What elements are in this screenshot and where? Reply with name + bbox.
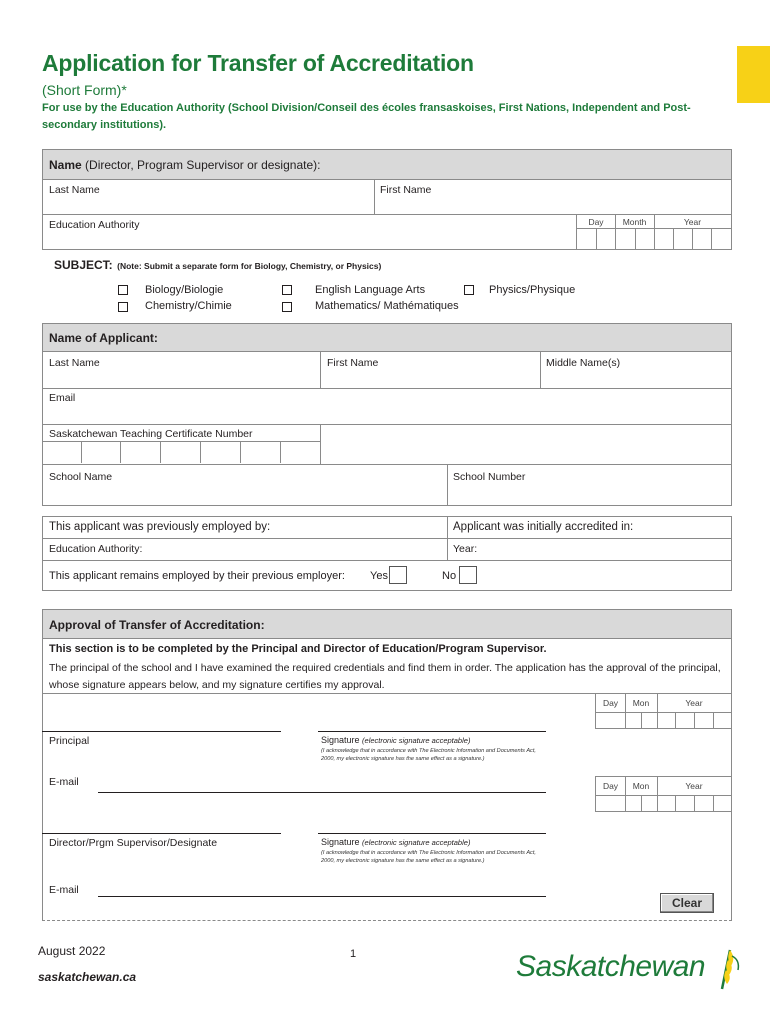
- director-approval-date-grid: [595, 776, 732, 812]
- certificate-number-field[interactable]: [43, 442, 319, 463]
- principal-email-field[interactable]: [98, 776, 546, 791]
- chemistry-checkbox[interactable]: [118, 302, 128, 312]
- date-year-header: Year: [685, 698, 703, 708]
- mathematics-label: Mathematics/ Mathématiques: [315, 300, 459, 312]
- divider: [200, 442, 201, 463]
- principal-label: Principal: [49, 735, 90, 747]
- clear-button[interactable]: Clear: [660, 893, 714, 913]
- english-label: English Language Arts: [315, 284, 426, 296]
- physics-checkbox[interactable]: [464, 285, 474, 295]
- education-authority-field[interactable]: [43, 230, 573, 248]
- footer-date: August 2022: [38, 944, 106, 958]
- director-last-name-label: Last Name: [49, 184, 100, 196]
- director-signature-heading: [321, 837, 470, 847]
- principal-name-line: [42, 731, 281, 732]
- education-authority-label: Education Authority: [49, 219, 140, 231]
- date-year-header: Year: [685, 781, 703, 791]
- chemistry-label: Chemistry/Chimie: [145, 300, 232, 312]
- yes-label: Yes: [370, 570, 388, 582]
- certificate-label: Saskatchewan Teaching Certificate Number: [49, 428, 253, 440]
- biology-checkbox[interactable]: [118, 285, 128, 295]
- wheat-logo-icon: [716, 944, 742, 992]
- principal-signature-heading: [321, 735, 470, 745]
- signature-note: (electronic signature acceptable): [362, 736, 471, 745]
- director-email-label: E-mail: [49, 884, 79, 896]
- date-day-header: Day: [602, 781, 619, 791]
- page-title: Application for Transfer of Accreditation: [42, 50, 474, 76]
- divider: [42, 388, 732, 389]
- applicant-last-name-field[interactable]: [43, 371, 319, 387]
- director-email-field[interactable]: [98, 881, 546, 896]
- director-signature-ack: (I acknowledge that in accordance with The Electronic Information and Documents Act, 2000, my electronic signature has the same effect as a signature.): [321, 850, 536, 864]
- applicant-middle-name-field[interactable]: [541, 371, 730, 387]
- date-day-header: Day: [588, 217, 604, 227]
- divider: [42, 464, 732, 465]
- director-approval-date-year-input[interactable]: [658, 796, 730, 810]
- divider: [81, 442, 82, 463]
- mathematics-checkbox[interactable]: [282, 302, 292, 312]
- accredited-year-field[interactable]: [485, 540, 730, 558]
- applicant-first-name-field[interactable]: [321, 371, 539, 387]
- accredited-year-label: Year:: [453, 543, 478, 555]
- biology-label: Biology/Biologie: [145, 284, 224, 296]
- principal-email-label: E-mail: [49, 776, 79, 788]
- school-number-field[interactable]: [448, 485, 730, 505]
- director-first-name-label: First Name: [380, 184, 432, 196]
- principal-date-year-input[interactable]: [658, 713, 730, 727]
- principal-signature-field[interactable]: [318, 712, 546, 730]
- physics-label: Physics/Physique: [489, 284, 576, 296]
- director-name-field[interactable]: [43, 814, 281, 832]
- date-day-header: Day: [602, 698, 619, 708]
- principal-email-line: [98, 792, 546, 793]
- director-signature-field[interactable]: [318, 814, 546, 832]
- yes-checkbox[interactable]: [389, 566, 407, 584]
- divider: [42, 424, 732, 425]
- signature-label: Signature: [321, 735, 360, 745]
- accent-tab: [737, 46, 770, 103]
- divider: [42, 538, 732, 539]
- page-number: 1: [350, 948, 357, 960]
- director-date-month-input[interactable]: [616, 229, 653, 248]
- school-number-label: School Number: [453, 471, 526, 483]
- applicant-middle-name-label: Middle Name(s): [546, 357, 621, 369]
- director-name-line: [42, 833, 281, 834]
- subject-heading: [54, 256, 381, 274]
- director-heading-note: (Director, Program Supervisor or designate):: [85, 158, 321, 172]
- remains-employed-label: This applicant remains employed by their previous employer:: [49, 570, 345, 582]
- divider: [374, 180, 375, 214]
- approval-section: [42, 609, 732, 921]
- divider: [42, 560, 732, 561]
- director-heading: [49, 158, 320, 172]
- director-approval-date-month-input[interactable]: [626, 796, 656, 810]
- approval-heading: Approval of Transfer of Accreditation:: [49, 618, 265, 632]
- divider: [280, 442, 281, 463]
- principal-name-field[interactable]: [43, 712, 281, 730]
- subject-note: (Note: Submit a separate form for Biology, Chemistry, or Physics): [117, 261, 382, 271]
- divider: [120, 442, 121, 463]
- page-subtitle: (Short Form)*: [42, 82, 127, 98]
- school-name-field[interactable]: [43, 485, 446, 505]
- page-description: For use by the Education Authority (School Division/Conseil des écoles fransaskoises, First Nations, Independent and Post-secondary institutions).: [42, 102, 691, 131]
- previously-employed-label: This applicant was previously employed by:: [49, 521, 271, 533]
- director-date-day-input[interactable]: [578, 229, 614, 248]
- director-designate-label: Director/Prgm Supervisor/Designate: [49, 837, 218, 849]
- director-signature-line: [318, 833, 546, 834]
- director-heading-title: Name: [49, 158, 82, 172]
- no-checkbox[interactable]: [459, 566, 477, 584]
- applicant-first-name-label: First Name: [327, 357, 379, 369]
- signature-note: (electronic signature acceptable): [362, 838, 471, 847]
- principal-date-day-input[interactable]: [597, 713, 624, 727]
- principal-signature-ack: (I acknowledge that in accordance with The Electronic Information and Documents Act, 2000, my electronic signature has the same effect as a signature.): [321, 748, 536, 762]
- applicant-email-field[interactable]: [43, 405, 730, 423]
- date-month-header: Month: [622, 217, 647, 227]
- principal-date-month-input[interactable]: [626, 713, 656, 727]
- saskatchewan-logo-text: Saskatchewan: [516, 950, 706, 983]
- signature-label: Signature: [321, 837, 360, 847]
- principal-date-grid: [595, 693, 732, 729]
- no-label: No: [442, 570, 457, 582]
- director-first-name-field[interactable]: [376, 198, 730, 213]
- principal-signature-line: [318, 731, 546, 732]
- applicant-email-label: Email: [49, 392, 76, 404]
- approval-statement: The principal of the school and I have examined the required credentials and find them in order. The application has the approval of the principal, whose signature appears below, and my signature certifies my approval.: [49, 662, 721, 691]
- prev-education-authority-field[interactable]: [160, 540, 445, 558]
- director-date-grid: [576, 214, 732, 250]
- date-month-header: Mon: [632, 698, 650, 708]
- director-email-line: [98, 896, 546, 897]
- director-date-year-input[interactable]: [655, 229, 730, 248]
- subject-label: SUBJECT:: [54, 258, 113, 272]
- applicant-heading: Name of Applicant:: [49, 331, 158, 345]
- director-approval-date-day-input[interactable]: [597, 796, 624, 810]
- school-name-label: School Name: [49, 471, 113, 483]
- divider: [160, 442, 161, 463]
- english-checkbox[interactable]: [282, 285, 292, 295]
- prev-education-authority-label: Education Authority:: [49, 543, 143, 555]
- approval-bold-statement: This section is to be completed by the Principal and Director of Education/Program Supervisor.: [49, 643, 547, 655]
- applicant-last-name-label: Last Name: [49, 357, 100, 369]
- initially-accredited-label: Applicant was initially accredited in:: [453, 521, 634, 533]
- date-month-header: Mon: [632, 781, 650, 791]
- footer-website: saskatchewan.ca: [38, 970, 137, 984]
- wheat-svg: [716, 944, 742, 992]
- director-last-name-field[interactable]: [43, 198, 373, 213]
- divider: [320, 424, 321, 464]
- divider: [240, 442, 241, 463]
- date-year-header: Year: [683, 217, 702, 227]
